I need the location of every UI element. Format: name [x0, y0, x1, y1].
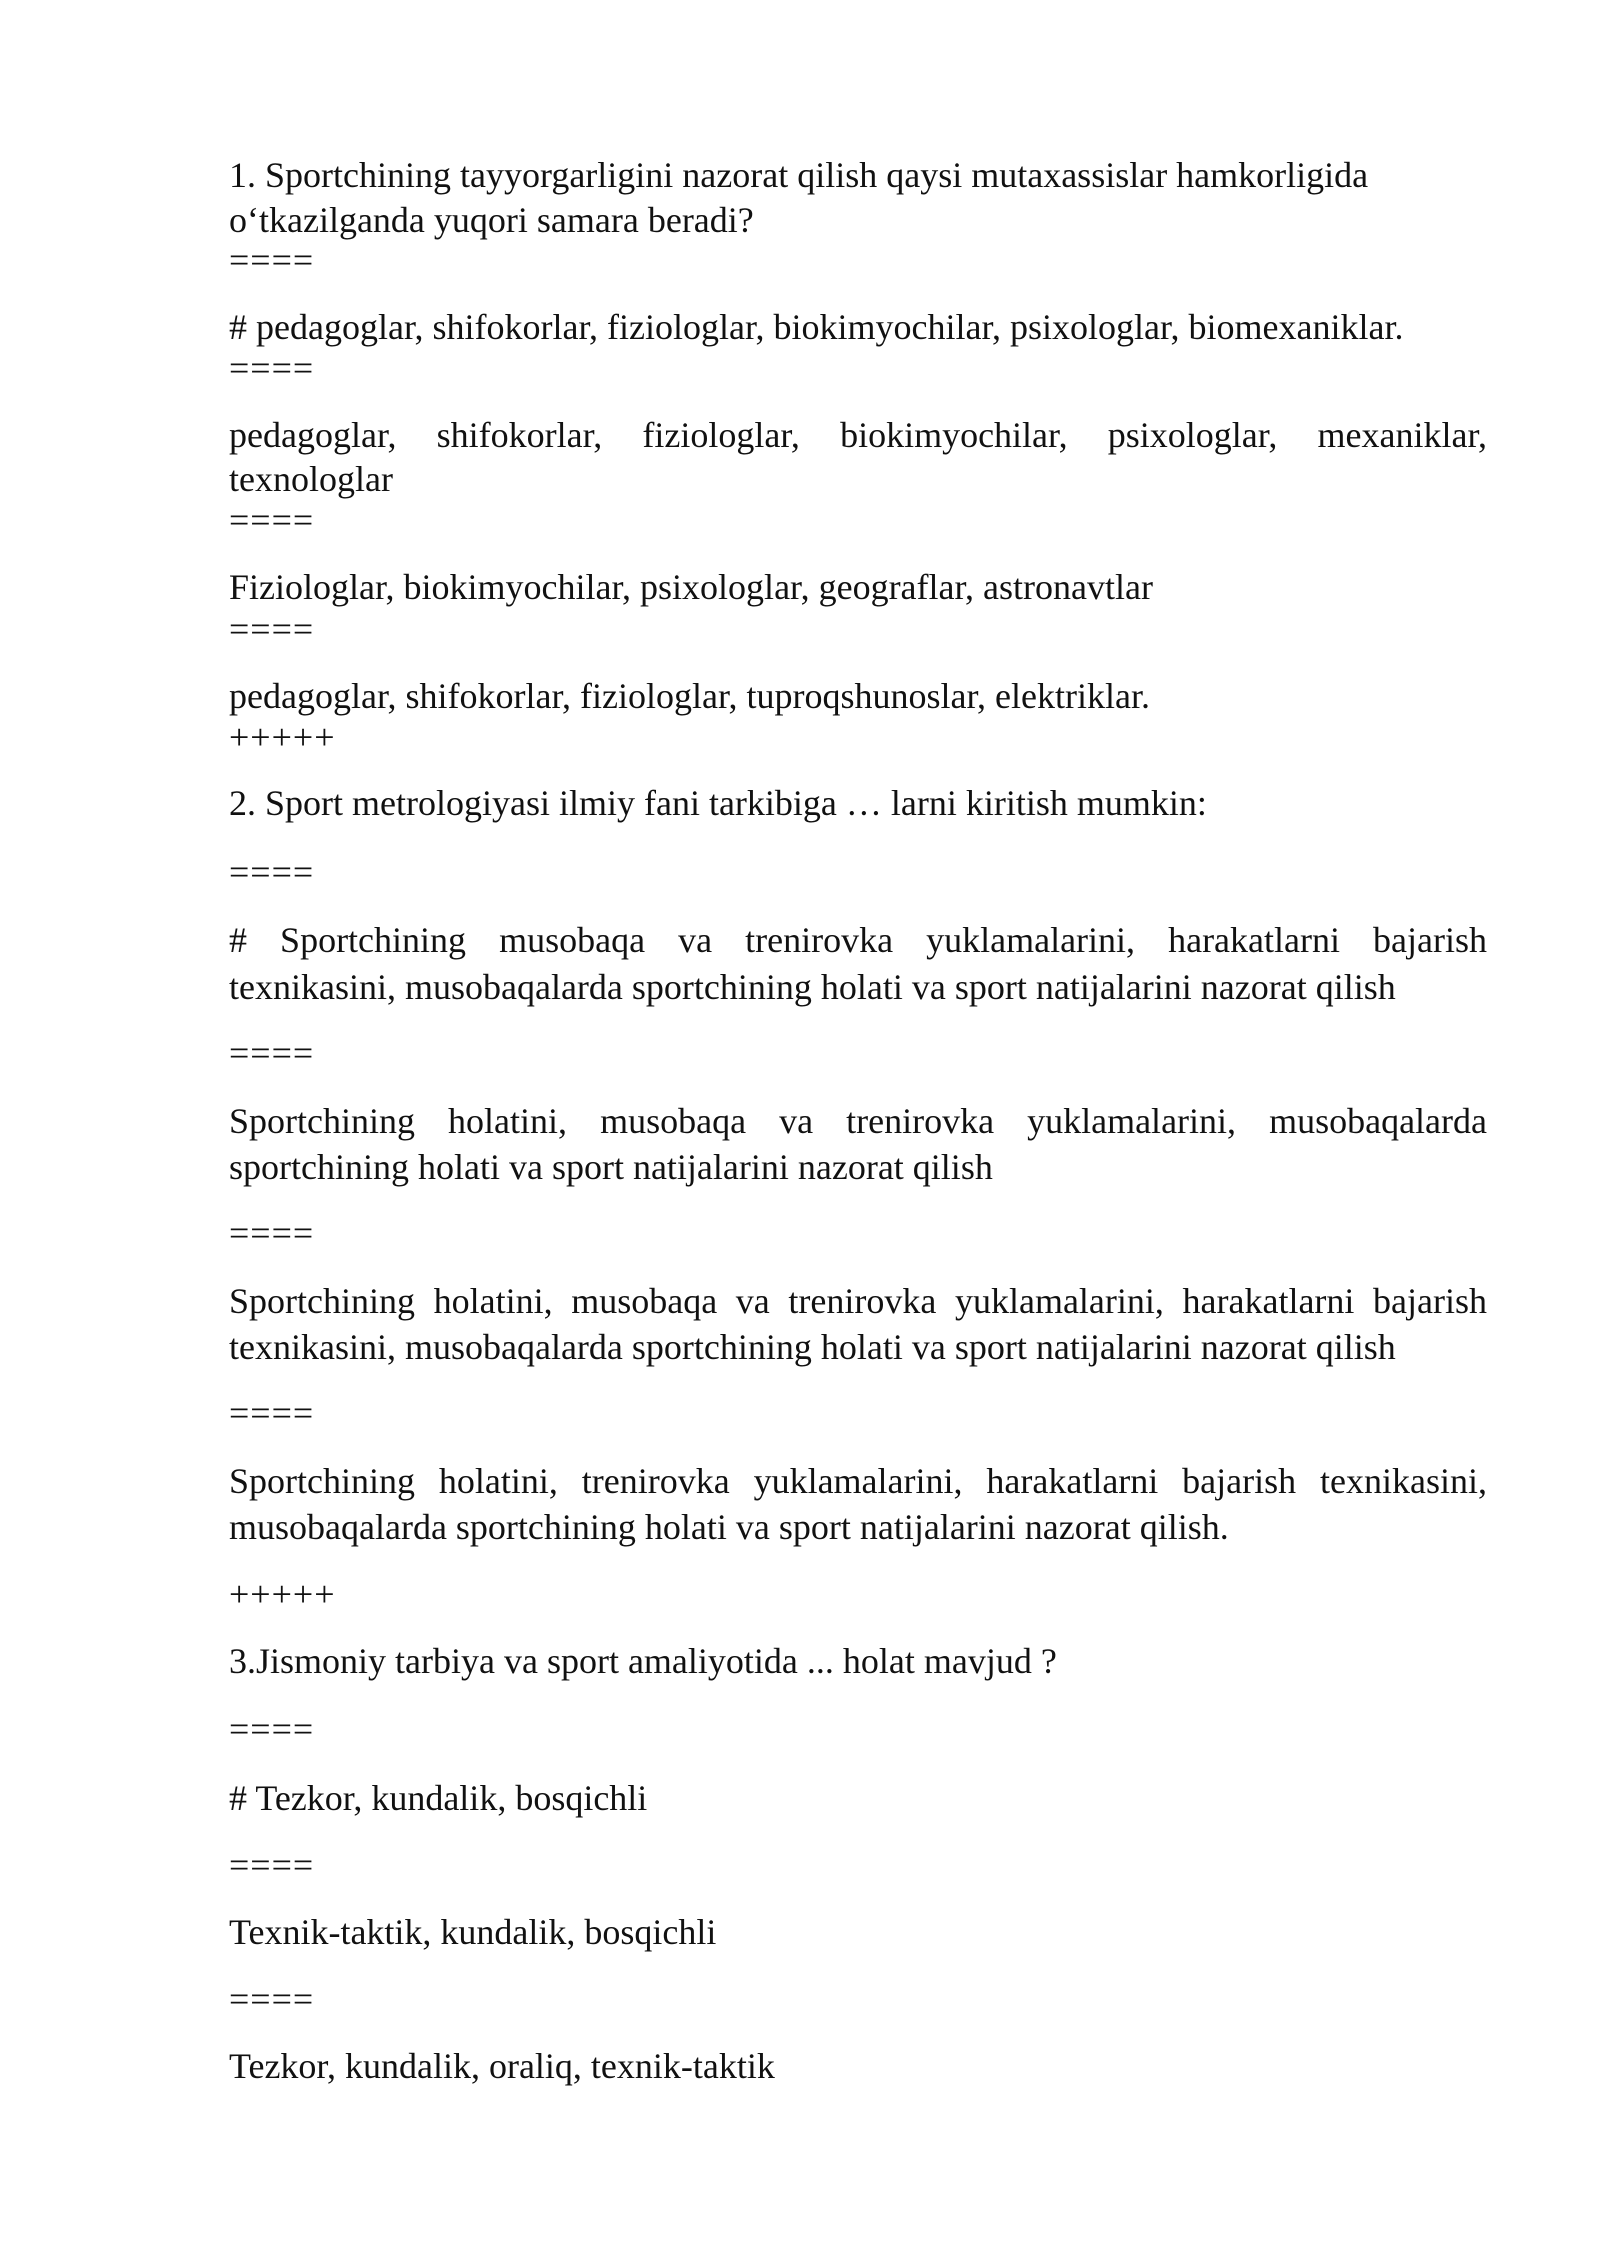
answer-2d-line-1: Sportchining holatini, trenirovka yuklamalarini, harakatlarni bajarish texnikasini,: [229, 1461, 1487, 1501]
separator: ====: [229, 1979, 315, 2019]
answer-1d: pedagoglar, shifokorlar, fiziologlar, tuproqshunoslar, elektriklar.: [229, 676, 1150, 716]
answer-1b-line-1: pedagoglar, shifokorlar, fiziologlar, biokimyochilar, psixologlar, mexaniklar,: [229, 415, 1487, 455]
answer-2b-line-2: sportchining holati va sport natijalarini nazorat qilish: [229, 1147, 993, 1187]
answer-2d-line-2: musobaqalarda sportchining holati va sport natijalarini nazorat qilish.: [229, 1507, 1229, 1547]
answer-3a-correct: # Tezkor, kundalik, bosqichli: [229, 1778, 648, 1818]
answer-2c-line-1: Sportchining holatini, musobaqa va trenirovka yuklamalarini, harakatlarni bajarish: [229, 1281, 1487, 1321]
answer-2a-correct-line-2: texnikasini, musobaqalarda sportchining holati va sport natijalarini nazorat qilish: [229, 967, 1396, 1007]
answer-2c-line-2: texnikasini, musobaqalarda sportchining holati va sport natijalarini nazorat qilish: [229, 1327, 1396, 1367]
answer-3b: Texnik-taktik, kundalik, bosqichli: [229, 1912, 717, 1952]
answer-1c: Fiziologlar, biokimyochilar, psixologlar, geograflar, astronavtlar: [229, 567, 1153, 607]
separator: ====: [229, 609, 315, 649]
question-2: 2. Sport metrologiyasi ilmiy fani tarkibiga … larni kiritish mumkin:: [229, 783, 1207, 823]
separator: ====: [229, 1393, 315, 1433]
question-1-line-2: o‘tkazilganda yuqori samara beradi?: [229, 200, 754, 240]
answer-2a-correct-line-1: # Sportchining musobaqa va trenirovka yuklamalarini, harakatlarni bajarish: [229, 920, 1487, 960]
separator: ====: [229, 348, 315, 388]
answer-3c: Tezkor, kundalik, oraliq, texnik-taktik: [229, 2046, 775, 2086]
answer-2b-line-1: Sportchining holatini, musobaqa va trenirovka yuklamalarini, musobaqalarda: [229, 1101, 1487, 1141]
separator: ====: [229, 500, 315, 540]
separator: ====: [229, 1033, 315, 1073]
question-1-line-1: 1. Sportchining tayyorgarligini nazorat qilish qaysi mutaxassislar hamkorligida: [229, 155, 1369, 195]
separator: ====: [229, 1213, 315, 1253]
separator: ====: [229, 1845, 315, 1885]
answer-1b-line-2: texnologlar: [229, 459, 393, 499]
question-end-marker: +++++: [229, 717, 336, 757]
answer-1a-correct: # pedagoglar, shifokorlar, fiziologlar, biokimyochilar, psixologlar, biomexaniklar.: [229, 307, 1404, 347]
question-3: 3.Jismoniy tarbiya va sport amaliyotida ... holat mavjud ?: [229, 1641, 1057, 1681]
question-end-marker: +++++: [229, 1574, 336, 1614]
separator: ====: [229, 852, 315, 892]
separator: ====: [229, 1709, 315, 1749]
separator: ====: [229, 240, 315, 280]
